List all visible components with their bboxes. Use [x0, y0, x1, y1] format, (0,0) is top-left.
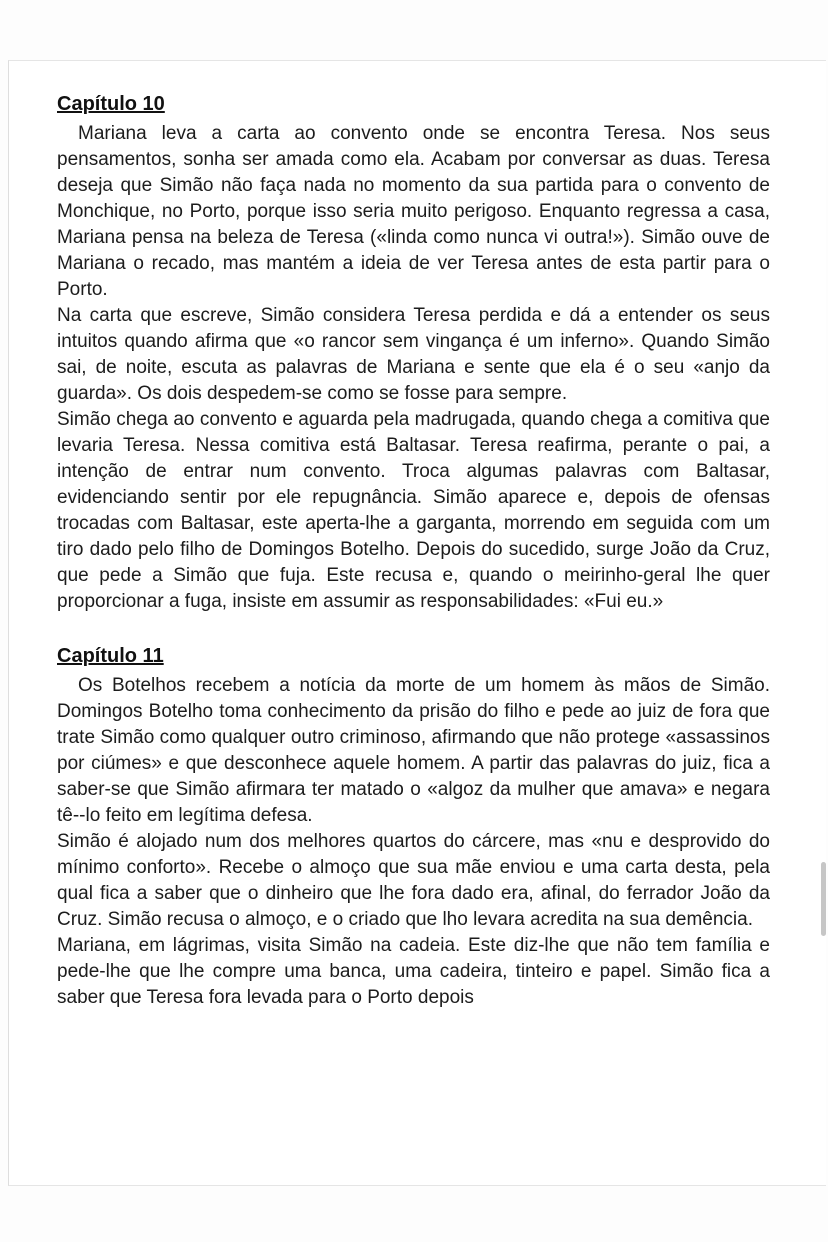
chapter-11-paragraph-2: Simão é alojado num dos melhores quartos do cárcere, mas «nu e desprovido do mínimo conforto». Recebe o almoço que sua mãe enviou e uma carta desta, pela qual fica a saber que o dinheiro que lhe fora dado era, afinal, do ferrador João da Cruz. Simão recusa o almoço, e o criado que lho levara acredita na sua demência.: [57, 831, 770, 930]
chapter-11-section: [57, 645, 770, 1011]
chapter-10-heading: Capítulo 10: [57, 93, 165, 115]
chapter-11-heading: Capítulo 11: [57, 645, 164, 667]
chapter-11-paragraph-1: Os Botelhos recebem a notícia da morte de um homem às mãos de Simão. Domingos Botelho toma conhecimento da prisão do filho e pede ao juiz de fora que trate Simão como qualquer outro criminoso, afirmando que não protege «assassinos por ciúmes» e que desconhece aquele homem. A partir das palavras do juiz, fica a saber-se que Simão afirmara ter matado o «algoz da mulher que amava» e negara tê--lo feito em legítima defesa.: [57, 675, 770, 826]
chapter-10-paragraph-2: Na carta que escreve, Simão considera Teresa perdida e dá a entender os seus intuitos quando afirma que «o rancor sem vingança é um inferno». Quando Simão sai, de noite, escuta as palavras de Mariana e sente que ela é o seu «anjo da guarda». Os dois despedem-se como se fosse para sempre.: [57, 305, 770, 404]
scrollbar-thumb[interactable]: [821, 862, 826, 936]
chapter-10-section: [57, 93, 770, 615]
chapter-11-paragraph-3: Mariana, em lágrimas, visita Simão na cadeia. Este diz-lhe que não tem família e pede-lhe que lhe compre uma banca, uma cadeira, tinteiro e papel. Simão fica a saber que Teresa fora levada para o Porto depois: [57, 935, 770, 1008]
document-page: [8, 60, 826, 1186]
chapter-10-paragraph-1: Mariana leva a carta ao convento onde se encontra Teresa. Nos seus pensamentos, sonha ser amada como ela. Acabam por conversar as duas. Teresa deseja que Simão não faça nada no momento da sua partida para o convento de Monchique, no Porto, porque isso seria muito perigoso. Enquanto regressa a casa, Mariana pensa na beleza de Teresa («linda como nunca vi outra!»). Simão ouve de Mariana o recado, mas mantém a ideia de ver Teresa antes de esta partir para o Porto.: [57, 123, 770, 300]
chapter-10-paragraph-3: Simão chega ao convento e aguarda pela madrugada, quando chega a comitiva que levaria Teresa. Nessa comitiva está Baltasar. Teresa reafirma, perante o pai, a intenção de entrar num convento. Troca algumas palavras com Baltasar, evidenciando sentir por ele repugnância. Simão aparece e, depois de ofensas trocadas com Baltasar, este aperta-lhe a garganta, morrendo em seguida com um tiro dado pelo filho de Domingos Botelho. Depois do sucedido, surge João da Cruz, que pede a Simão que fuja. Este recusa e, quando o meirinho-geral lhe quer proporcionar a fuga, insiste em assumir as responsabilidades: «Fui eu.»: [57, 409, 770, 612]
